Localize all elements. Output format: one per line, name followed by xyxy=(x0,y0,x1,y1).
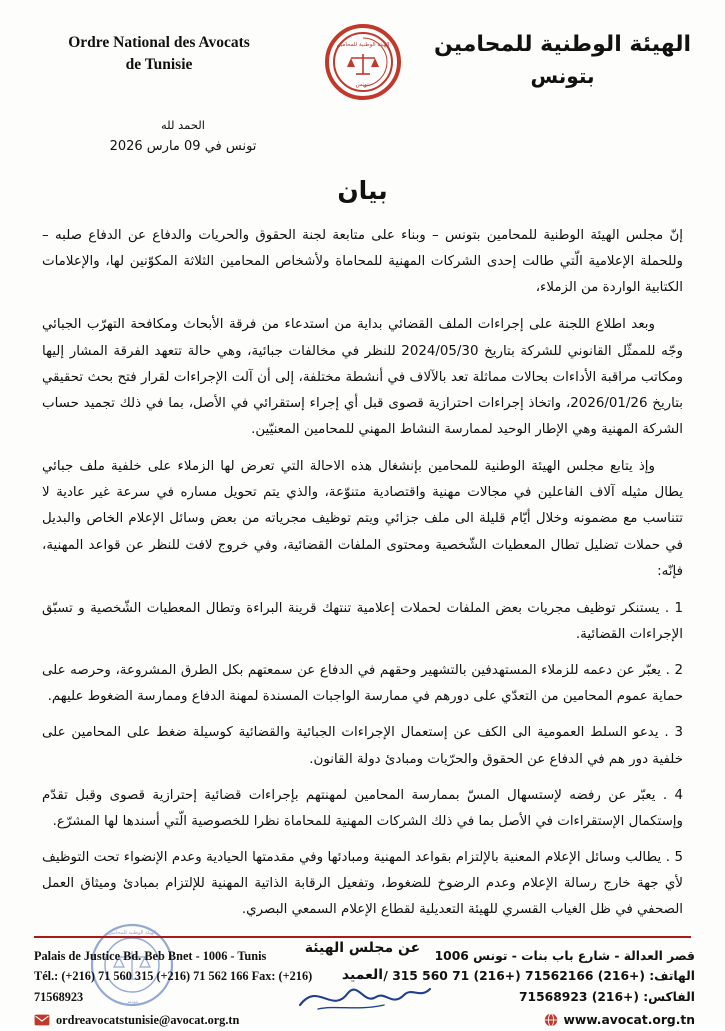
org-ar-line2: بتونس xyxy=(530,64,595,88)
footer-address-ar: قصر العدالة - شارع باب بنات - تونس 1006 xyxy=(434,949,695,963)
org-fr-line2: de Tunisie xyxy=(125,56,193,74)
footer-phone-fr: Tél.: (+216) 71 560 315 (+216) 71 562 166 Fax: (+216) 71568923 xyxy=(34,969,313,1004)
list-item xyxy=(42,720,683,772)
organization-name-fr xyxy=(34,32,284,77)
footer-website[interactable]: www.avocat.org.tn xyxy=(563,1012,695,1027)
footer-divider xyxy=(34,936,691,938)
tunisian-bar-association-emblem-icon xyxy=(325,24,401,100)
footer-phone-ar: الهاتف: (+216) 71562166 (+216) 71 560 315 /الفاكس: (+216) 71568923 xyxy=(383,969,695,1004)
list-item xyxy=(42,658,683,710)
list-item xyxy=(42,783,683,835)
list-item-text: يعبّر عن رفضه لإستسهال المسّ بممارسة المحامين لمهنتهم بإجراءات قضائية إحترازية قصوى وقبل تقدّم وإستكمال الإستقراءات في الأصل بما في ذلك الشركات المهنية للمحاماة نظرا للخصوصية الّتي أسندها لها المشرّع. xyxy=(42,787,683,829)
svg-text:بتونس: بتونس xyxy=(355,82,370,88)
basmala-text: الحمد لله xyxy=(161,118,205,132)
globe-icon xyxy=(544,1013,558,1027)
footer-address-fr: Palais de Justice Bd. Beb Bnet - 1006 - Tunis xyxy=(34,949,267,963)
paragraph: وإذ يتابع مجلس الهيئة الوطنية للمحامين بإنشغال هذه الاحالة التي تعرض لها الزملاء على خلفية ملف جبائي يطال مثيله آلاف الفاعلين في مجالات مهنية واقتصادية متنوّعة، والذي يتم تحويل مساره في سرعة غير عادية لا تتناسب مع مضمونه وخلال أيّام قليلة الى ملف جزائي ويتم توظيف مجرياته من بعض وسائل الإعلام الخاص والبديل في حملات تضليل تطال المعطيات الشّخصية ومحتوى الملفات القضائية، وفي خروج لافت للنظر عن قواعد المهنية، فإنّه: xyxy=(42,459,683,579)
footer-contact-ar xyxy=(365,946,695,1030)
list-item-number: 2 . xyxy=(665,663,683,679)
list-item-text: يستنكر توظيف مجريات بعض الملفات لحملات إعلامية تنتهك قرينة البراءة وتطال المعطيات الشّخصية و تسبّق الإجراءات القضائية. xyxy=(42,600,683,642)
svg-text:بتونس: بتونس xyxy=(125,999,139,1006)
list-item xyxy=(42,596,683,648)
org-ar-line1: الهيئة الوطنية للمحامين xyxy=(433,32,692,57)
envelope-icon xyxy=(34,1014,50,1026)
signature-authority: عن مجلس الهيئة xyxy=(304,940,421,957)
paragraph: وبعد اطلاع اللجنة على إجراءات الملف القضائي بداية من استدعاء من فرقة الأبحاث ومكافحة التهرّب الجبائي وجّه للممثّل القانوني للشركة بتاريخ 2024/05/30 للنظر في مخالفات جبائية، وهي حالة تتعهد الفرقة المشار إليها ومكاتب مراقبة الأداءات بحالات مماثلة تعد بالآلاف في أنشطة مختلفة، إلى أن آلت الإجراءات لقرار فتح بحث تحقيقي بتاريخ 2026/01/26، واتخاذ إجراءات احترازية قصوى قبل أي إجراء إستقرائي في الأصل، بما في ذلك تجميد حساب الشركة المهنية وهي الإطار الوحيد لممارسة النشاط المهني للمحامين المعنيّين. xyxy=(42,317,684,437)
footer-email-row xyxy=(34,1010,364,1030)
footer-email-fr[interactable]: ordreavocatstunisie@avocat.org.tn xyxy=(56,1012,240,1027)
svg-text:الهيئة الوطنية للمحامين: الهيئة الوطنية للمحامين xyxy=(336,42,389,48)
list-item-text: يطالب وسائل الإعلام المعنية بالإلتزام بقواعد المهنية ومبادئها وفي مقدمتها الحيادية وعدم الإنضواء تحت التوظيف لأي جهة خارج رسالة الإعلام وعدم الرضوخ للضغوط، وتفعيل الرقابة الذاتية المهنية للإلتزام بمبادئ وميثاق العمل الصحفي في ظل الغياب القسري للهيئة التعديلية لقطاع الإعلام السمعي البصري. xyxy=(42,849,683,918)
list-item-number: 4 . xyxy=(662,787,684,803)
paragraph: إنّ مجلس الهيئة الوطنية للمحامين بتونس – وبناء على متابعة لجنة الحقوق والحريات والدفاع عن الدفاع صلبه – وللحملة الإعلامية الّتي طالت إحدى الشركات المهنية للمحاماة ولأشخاص المحامين الثلاثة المكوّنين لها، والإعلامات الكتابية الواردة من الزملاء، xyxy=(42,228,683,296)
footer-contact-fr xyxy=(34,946,364,1030)
list-item-number: 3 . xyxy=(664,725,683,741)
list-item-text: يعبّر عن دعمه للزملاء المستهدفين بالتشهير وحقهم في الدفاع عن سمعتهم بكل الطرق المشروعة، وحرصه على حماية عموم المحامين من التعدّي على دورهم في ممارسة الواجبات المسندة لمهنة الدفاع وممارسة الضغوط عليهم. xyxy=(42,663,683,705)
page-title: بيان xyxy=(337,176,388,205)
list-item-number: 5 . xyxy=(665,849,683,865)
list-item-text: يدعو السلط العمومية الى الكف عن إستعمال الإجراءات الجبائية والقضائية كوسيلة ضغط على المحامين على خلفية دور هم في الدفاع عن الحقوق والحرّيات ومبادئ دولة القانون. xyxy=(42,725,683,767)
list-item-number: 1 . xyxy=(664,600,683,616)
numbered-demands-list xyxy=(42,596,683,924)
footer-website-row xyxy=(365,1010,695,1030)
document-date: تونس في 09 مارس 2026 xyxy=(109,138,257,154)
document-header xyxy=(0,0,725,118)
signature-role: العميد xyxy=(341,966,384,983)
list-item xyxy=(42,845,683,923)
org-fr-line1: Ordre National des Avocats xyxy=(68,34,250,51)
document-footer xyxy=(0,932,725,1027)
document-body xyxy=(0,223,725,923)
svg-text:الهيئة الوطنية للمحامين: الهيئة الوطنية للمحامين xyxy=(107,930,157,937)
date-block xyxy=(88,116,278,158)
organization-name-ar xyxy=(430,28,695,91)
